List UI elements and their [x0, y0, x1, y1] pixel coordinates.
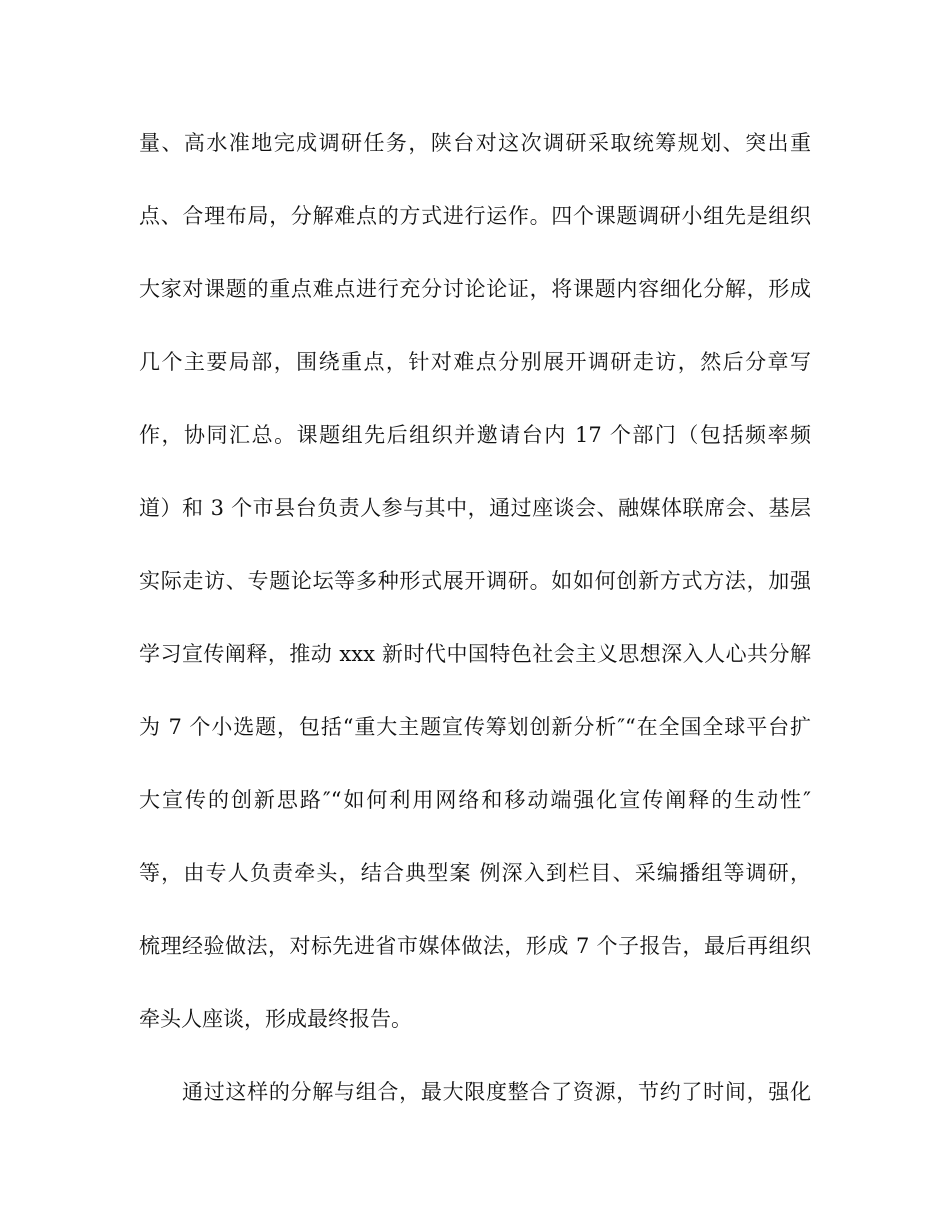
paragraph-first-line: 通过这样的分解与组合，最大限度整合了资源，节约了时间，强化	[182, 1080, 811, 1104]
paragraph-line: 作，协同汇总。课题组先后组织并邀请台内 17 个部门（包括频率频	[139, 423, 811, 447]
paragraph-line: 点、合理布局，分解难点的方式进行运作。四个课题调研小组先是组织	[139, 204, 811, 228]
paragraph-line: 大宣传的创新思路″“如何利用网络和移动端强化宣传阐释的生动性″	[139, 788, 811, 812]
paragraph-line: 实际走访、专题论坛等多种形式展开调研。如如何创新方式方法，加强	[139, 569, 811, 593]
paragraph-line: 等，由专人负责牵头，结合典型案 例深入到栏目、采编播组等调研，	[139, 861, 811, 885]
paragraph-line: 几个主要局部，围绕重点，针对难点分别展开调研走访，然后分章写	[139, 350, 811, 374]
paragraph-line: 梳理经验做法，对标先进省市媒体做法，形成 7 个子报告，最后再组织	[139, 934, 811, 958]
paragraph-line: 道）和 3 个市县台负责人参与其中，通过座谈会、融媒体联席会、基层	[139, 496, 811, 520]
paragraph-line: 学习宣传阐释，推动 xxx 新时代中国特色社会主义思想深入人心共分解	[139, 642, 811, 666]
paragraph-line: 大家对课题的重点难点进行充分讨论论证，将课题内容细化分解，形成	[139, 277, 811, 301]
paragraph-line: 量、高水准地完成调研任务，陕台对这次调研采取统筹规划、突出重	[139, 131, 811, 155]
paragraph-line: 为 7 个小选题，包括“重大主题宣传筹划创新分析″“在全国全球平台扩	[139, 715, 811, 739]
paragraph-line-last: 牵头人座谈，形成最终报告。	[139, 1007, 412, 1031]
